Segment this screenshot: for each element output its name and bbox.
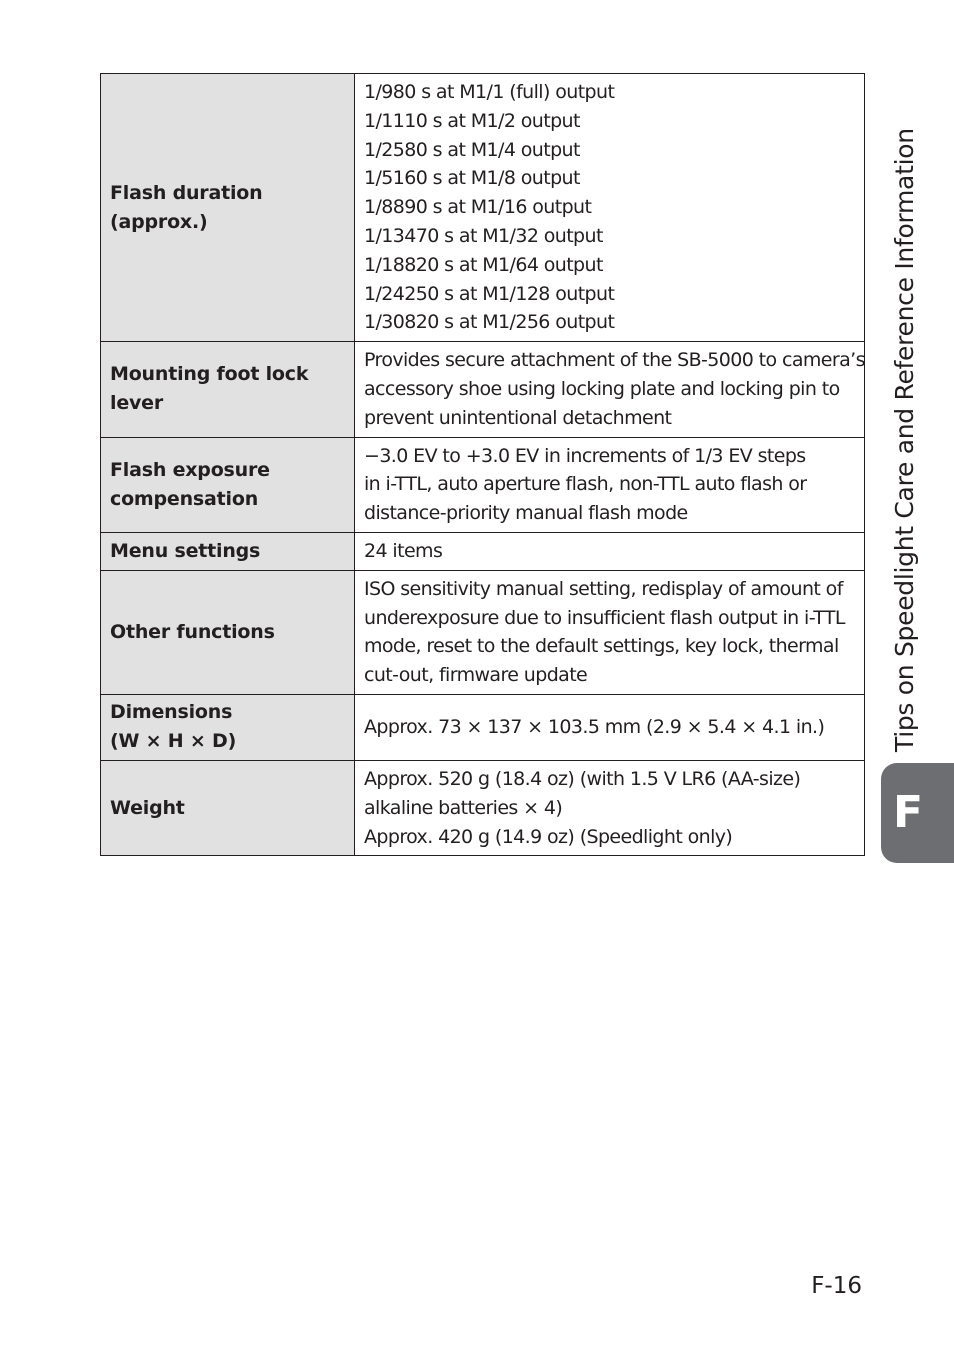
spec-value-line: Approx. 73 × 137 × 103.5 mm (2.9 × 5.4 × 4.1 in.) [364, 716, 825, 739]
spec-value-line: 1/1110 s at M1/2 output [364, 109, 580, 132]
spec-value-line: 1/5160 s at M1/8 output [364, 167, 580, 190]
spec-label-line: Other functions [110, 620, 275, 643]
section-side-title: Tips on Speedlight Care and Reference Information [890, 128, 919, 752]
spec-value-line: 1/13470 s at M1/32 output [364, 224, 603, 247]
section-tab-letter: F [893, 787, 924, 838]
spec-label-line: lever [110, 392, 164, 415]
table-row-menu-settings [101, 532, 865, 570]
spec-value [355, 760, 865, 855]
spec-label-line: Weight [110, 796, 185, 819]
spec-value [355, 694, 865, 760]
spec-label-line: Dimensions [110, 701, 233, 724]
spec-value-line: 1/980 s at M1/1 (full) output [364, 81, 615, 103]
spec-value-line: −3.0 EV to +3.0 EV in increments of 1/3 EV steps [364, 444, 806, 467]
spec-label-line: Mounting foot lock [110, 363, 309, 386]
spec-value-line: 1/2580 s at M1/4 output [364, 138, 580, 161]
specifications-table [100, 73, 865, 856]
spec-value [355, 532, 865, 570]
spec-value [355, 342, 865, 437]
spec-value-line: underexposure due to insufficient flash output in i-TTL [364, 606, 845, 629]
table-row-flash-duration [101, 74, 865, 342]
table-row-weight [101, 760, 865, 855]
spec-value-line: 1/24250 s at M1/128 output [364, 282, 615, 305]
spec-label-line: Flash exposure [110, 458, 270, 481]
spec-value-line: 24 items [364, 539, 443, 562]
spec-label [101, 74, 355, 342]
spec-value-line: mode, reset to the default settings, key lock, thermal [364, 635, 839, 658]
spec-label-line: (approx.) [110, 210, 208, 233]
spec-value-line: Provides secure attachment of the SB-5000 to camera’s [364, 349, 865, 372]
spec-value [355, 570, 865, 694]
spec-label [101, 532, 355, 570]
spec-label [101, 694, 355, 760]
spec-label-line: Menu settings [110, 539, 261, 562]
table-row-dimensions [101, 694, 865, 760]
spec-label [101, 760, 355, 855]
spec-label [101, 437, 355, 532]
spec-label [101, 570, 355, 694]
spec-value-line: prevent unintentional detachment [364, 406, 672, 429]
spec-label-line: compensation [110, 487, 259, 510]
table-row-mounting-foot-lock-lever [101, 342, 865, 437]
spec-label-line: (W × H × D) [110, 730, 237, 753]
page-number: F-16 [811, 1273, 862, 1299]
spec-label [101, 342, 355, 437]
spec-value-line: cut-out, firmware update [364, 664, 588, 687]
spec-value-line: 1/30820 s at M1/256 output [364, 311, 615, 334]
spec-value-line: distance-priority manual flash mode [364, 502, 688, 525]
spec-value-line: 1/8890 s at M1/16 output [364, 196, 592, 219]
spec-value-line: alkaline batteries × 4) [364, 796, 563, 819]
table-row-flash-exposure-compensation [101, 437, 865, 532]
spec-value [355, 74, 865, 342]
spec-value-line: Approx. 520 g (18.4 oz) (with 1.5 V LR6 (AA-size) [364, 767, 801, 790]
spec-value-line: accessory shoe using locking plate and locking pin to [364, 377, 840, 400]
table-row-other-functions [101, 570, 865, 694]
spec-value-line: 1/18820 s at M1/64 output [364, 253, 603, 276]
spec-value [355, 437, 865, 532]
spec-value-line: in i-TTL, auto aperture flash, non-TTL auto flash or [364, 473, 807, 496]
spec-value-line: ISO sensitivity manual setting, redisplay of amount of [364, 577, 843, 600]
spec-label-line: Flash duration [110, 181, 263, 204]
spec-value-line: Approx. 420 g (14.9 oz) (Speedlight only) [364, 825, 733, 848]
